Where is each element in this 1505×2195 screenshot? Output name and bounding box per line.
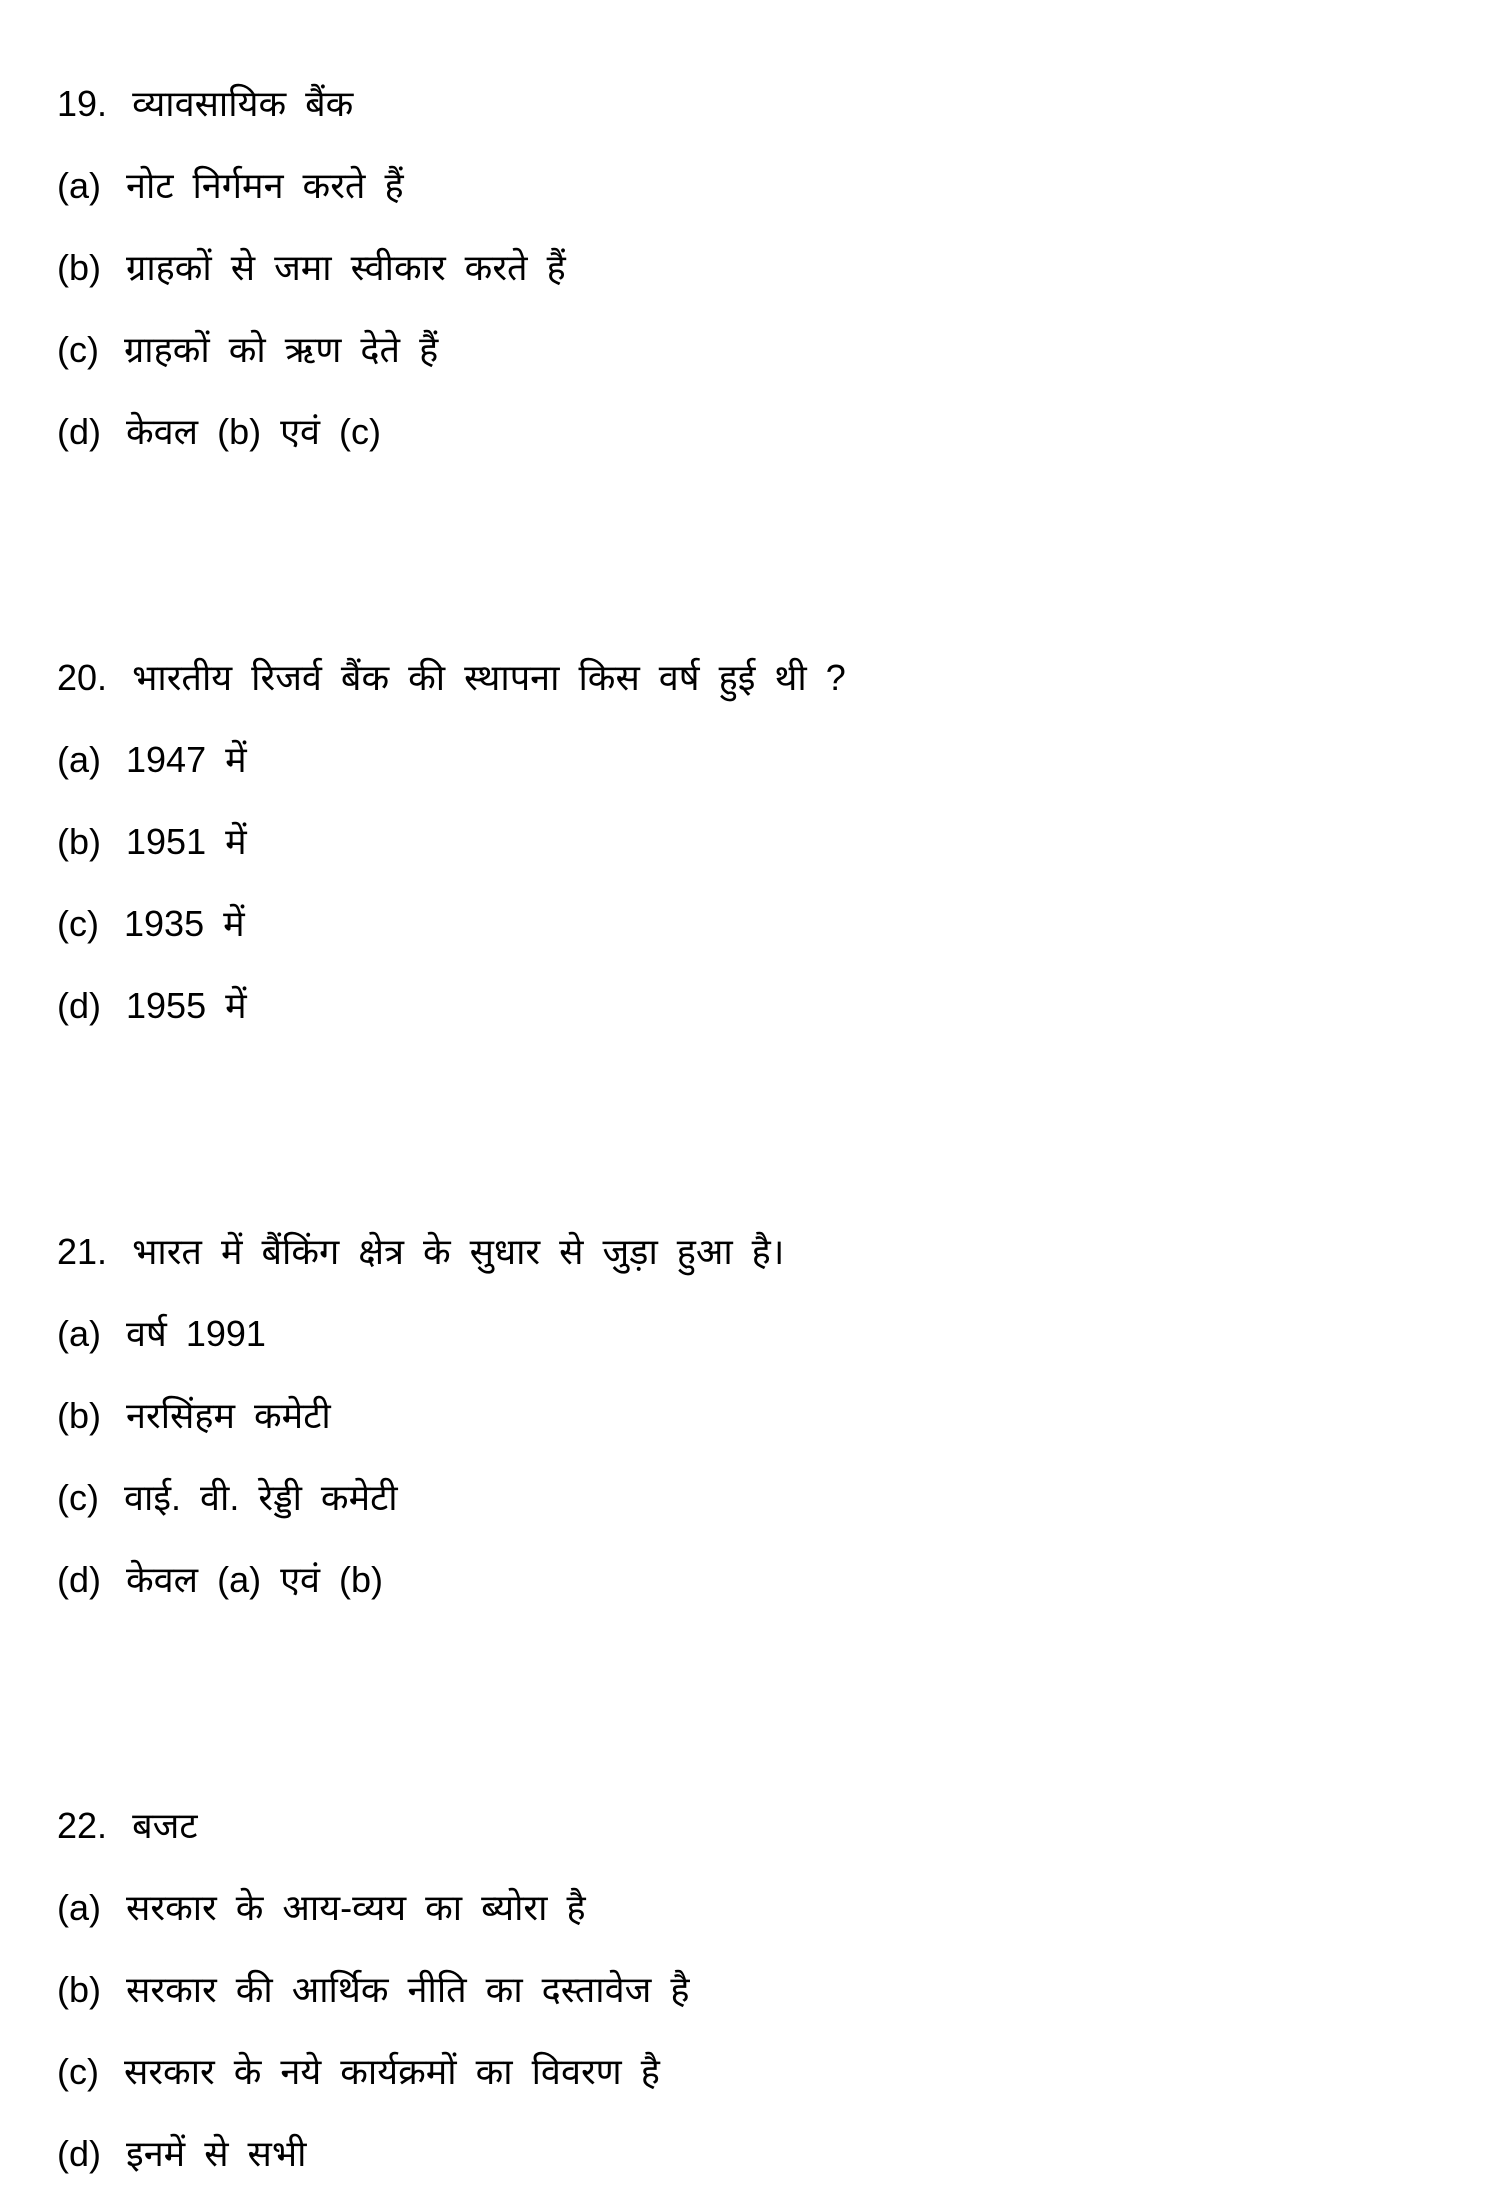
question-number: 19. bbox=[57, 83, 108, 124]
question-title bbox=[57, 637, 1505, 719]
option-d bbox=[57, 965, 1505, 1047]
question-20 bbox=[57, 637, 1505, 1047]
question-text: भारतीय रिजर्व बैंक की स्थापना किस वर्ष हुई थी ? bbox=[132, 657, 846, 698]
question-page bbox=[57, 63, 1505, 2195]
option-c bbox=[57, 2031, 1505, 2113]
option-text: ग्राहकों को ऋण देते हैं bbox=[124, 329, 439, 370]
option-text: वाई. वी. रेड्डी कमेटी bbox=[124, 1477, 398, 1518]
option-text: सरकार की आर्थिक नीति का दस्तावेज है bbox=[126, 1969, 690, 2010]
option-d bbox=[57, 2113, 1505, 2195]
option-label: (a) bbox=[57, 739, 101, 780]
option-c bbox=[57, 1457, 1505, 1539]
option-b bbox=[57, 227, 1505, 309]
option-text: इनमें से सभी bbox=[126, 2133, 307, 2174]
option-text: नोट निर्गमन करते हैं bbox=[126, 165, 404, 206]
option-d bbox=[57, 391, 1505, 473]
option-b bbox=[57, 1375, 1505, 1457]
question-text: बजट bbox=[132, 1805, 198, 1846]
question-21 bbox=[57, 1211, 1505, 1621]
option-text: नरसिंहम कमेटी bbox=[126, 1395, 331, 1436]
option-a bbox=[57, 1867, 1505, 1949]
option-a bbox=[57, 145, 1505, 227]
option-text: सरकार के नये कार्यक्रमों का विवरण है bbox=[124, 2051, 660, 2092]
question-19 bbox=[57, 63, 1505, 473]
option-text: 1951 में bbox=[126, 821, 247, 862]
option-label: (b) bbox=[57, 1969, 101, 2010]
option-label: (a) bbox=[57, 1313, 101, 1354]
option-c bbox=[57, 883, 1505, 965]
option-label: (b) bbox=[57, 821, 101, 862]
option-d bbox=[57, 1539, 1505, 1621]
option-a bbox=[57, 719, 1505, 801]
option-text: ग्राहकों से जमा स्वीकार करते हैं bbox=[126, 247, 566, 288]
option-b bbox=[57, 1949, 1505, 2031]
option-text: केवल (a) एवं (b) bbox=[126, 1559, 384, 1600]
option-label: (d) bbox=[57, 411, 101, 452]
question-title bbox=[57, 1785, 1505, 1867]
option-label: (b) bbox=[57, 247, 101, 288]
option-label: (a) bbox=[57, 1887, 101, 1928]
option-label: (c) bbox=[57, 2051, 99, 2092]
question-number: 21. bbox=[57, 1231, 108, 1272]
option-label: (c) bbox=[57, 329, 99, 370]
option-c bbox=[57, 309, 1505, 391]
question-22 bbox=[57, 1785, 1505, 2195]
option-text: 1935 में bbox=[124, 903, 245, 944]
option-a bbox=[57, 1293, 1505, 1375]
question-text: भारत में बैंकिंग क्षेत्र के सुधार से जुड़ा हुआ है। bbox=[132, 1231, 785, 1272]
question-text: व्यावसायिक बैंक bbox=[132, 83, 354, 124]
option-label: (d) bbox=[57, 2133, 101, 2174]
option-text: 1955 में bbox=[126, 985, 247, 1026]
option-label: (d) bbox=[57, 985, 101, 1026]
option-label: (b) bbox=[57, 1395, 101, 1436]
option-label: (c) bbox=[57, 1477, 99, 1518]
option-label: (c) bbox=[57, 903, 99, 944]
option-text: सरकार के आय-व्यय का ब्योरा है bbox=[126, 1887, 586, 1928]
option-label: (a) bbox=[57, 165, 101, 206]
question-number: 22. bbox=[57, 1805, 108, 1846]
option-text: केवल (b) एवं (c) bbox=[126, 411, 381, 452]
option-text: 1947 में bbox=[126, 739, 247, 780]
option-b bbox=[57, 801, 1505, 883]
question-number: 20. bbox=[57, 657, 108, 698]
option-text: वर्ष 1991 bbox=[126, 1313, 266, 1354]
option-label: (d) bbox=[57, 1559, 101, 1600]
question-title bbox=[57, 63, 1505, 145]
question-title bbox=[57, 1211, 1505, 1293]
